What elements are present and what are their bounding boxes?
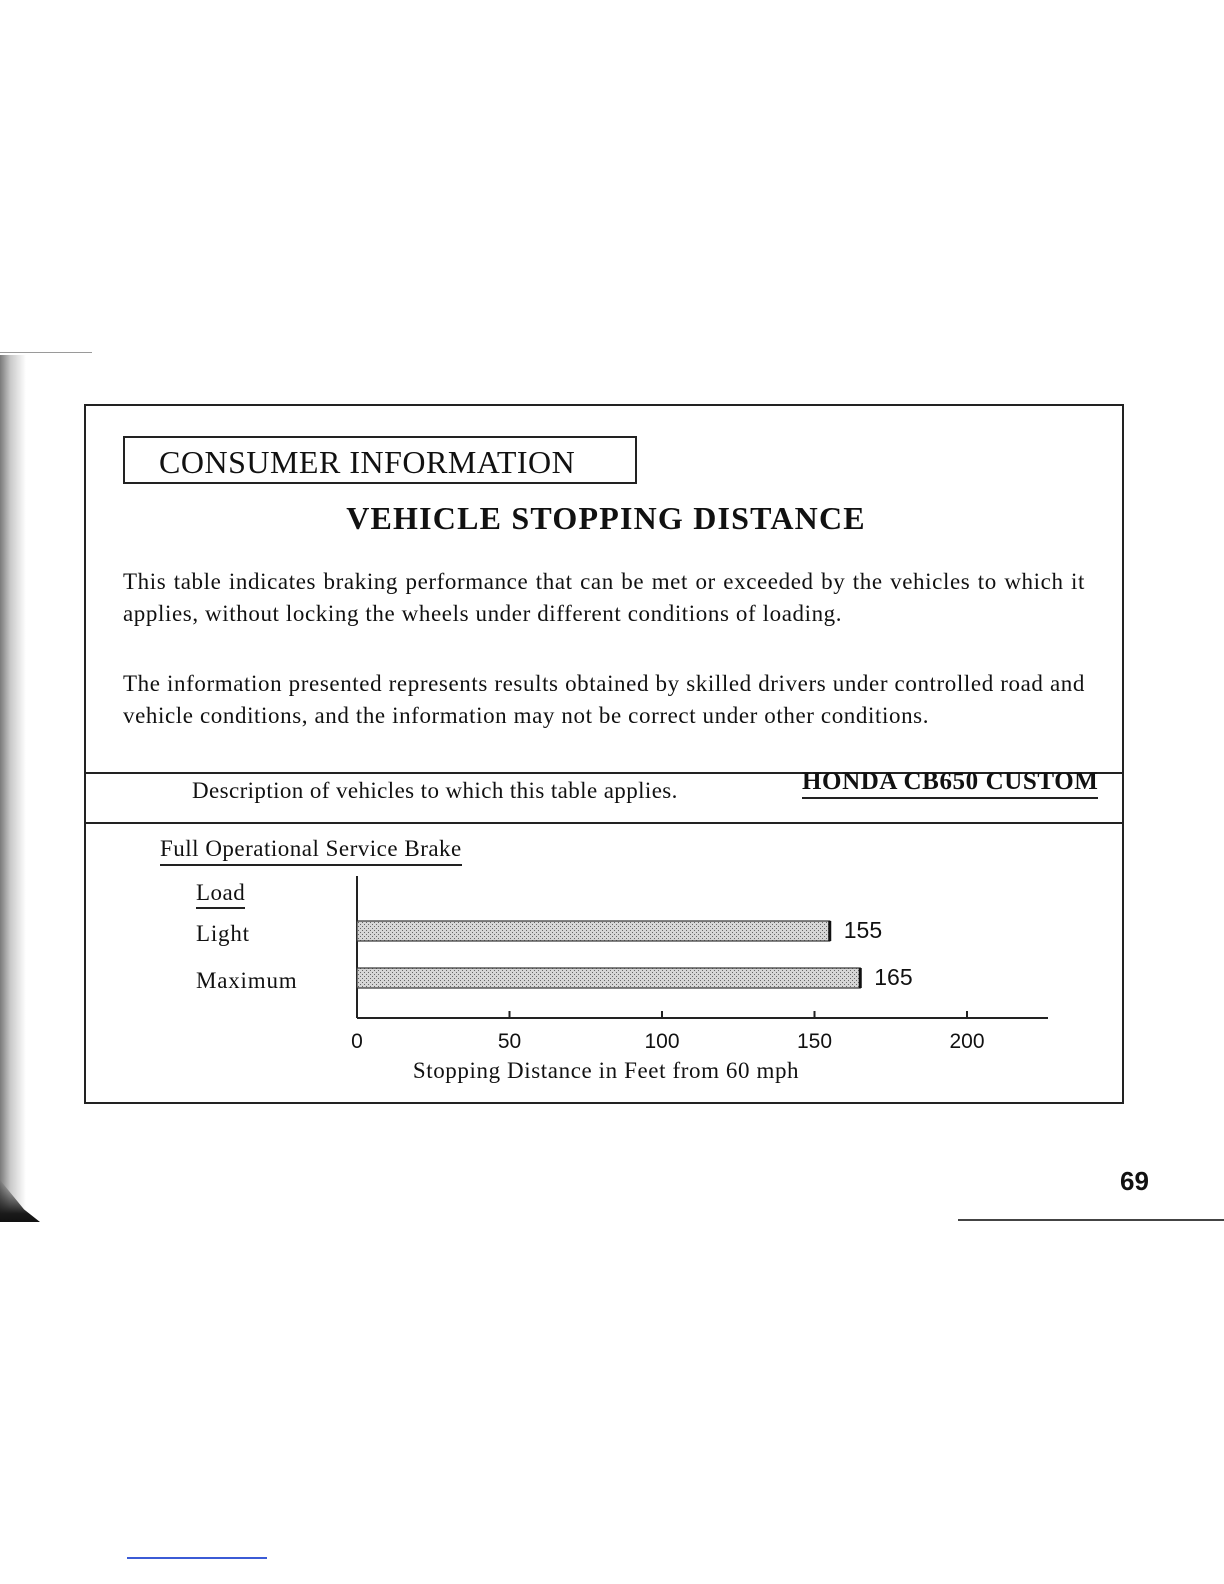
bar-maximum <box>357 968 860 988</box>
load-column-header: Load <box>196 880 245 909</box>
page-number: 69 <box>1120 1166 1149 1196</box>
category-label-light: Light <box>196 921 250 946</box>
brake-type-label: Full Operational Service Brake <box>160 836 462 866</box>
page-footer-rule <box>958 1219 1224 1221</box>
x-tick-label: 50 <box>497 1030 522 1053</box>
page-binding-shadow <box>0 355 26 1220</box>
section-label: CONSUMER INFORMATION <box>159 444 576 480</box>
category-label-maximum: Maximum <box>196 968 298 993</box>
disclaimer-paragraph: The information presented represents results obtained by skilled drivers under controlled road and vehicle conditions, and the information may not be correct under other conditions. <box>123 671 1085 728</box>
x-tick-label: 200 <box>949 1030 985 1053</box>
x-tick-label: 150 <box>796 1030 833 1053</box>
page-heading: VEHICLE STOPPING DISTANCE <box>346 500 866 536</box>
consumer-information-panel <box>84 404 1124 1104</box>
x-axis-title: Stopping Distance in Feet from 60 mph <box>412 1058 800 1083</box>
scan-edge-mark <box>127 1557 267 1559</box>
x-tick-label: 0 <box>351 1030 363 1053</box>
intro-paragraph: This table indicates braking performance that can be met or exceeded by the vehicles to which it applies, without locking the wheels under different conditions of loading. <box>123 569 1085 626</box>
page-edge-line <box>0 352 92 353</box>
bar-light <box>357 921 830 941</box>
vehicle-name: HONDA CB650 CUSTOM <box>802 768 1098 799</box>
bar-value-label: 165 <box>874 964 913 990</box>
stopping-distance-chart <box>86 406 1122 1102</box>
vehicle-description-label: Description of vehicles to which this table applies. <box>192 778 678 803</box>
x-tick-label: 100 <box>644 1030 680 1053</box>
bar-value-label: 155 <box>843 917 883 943</box>
